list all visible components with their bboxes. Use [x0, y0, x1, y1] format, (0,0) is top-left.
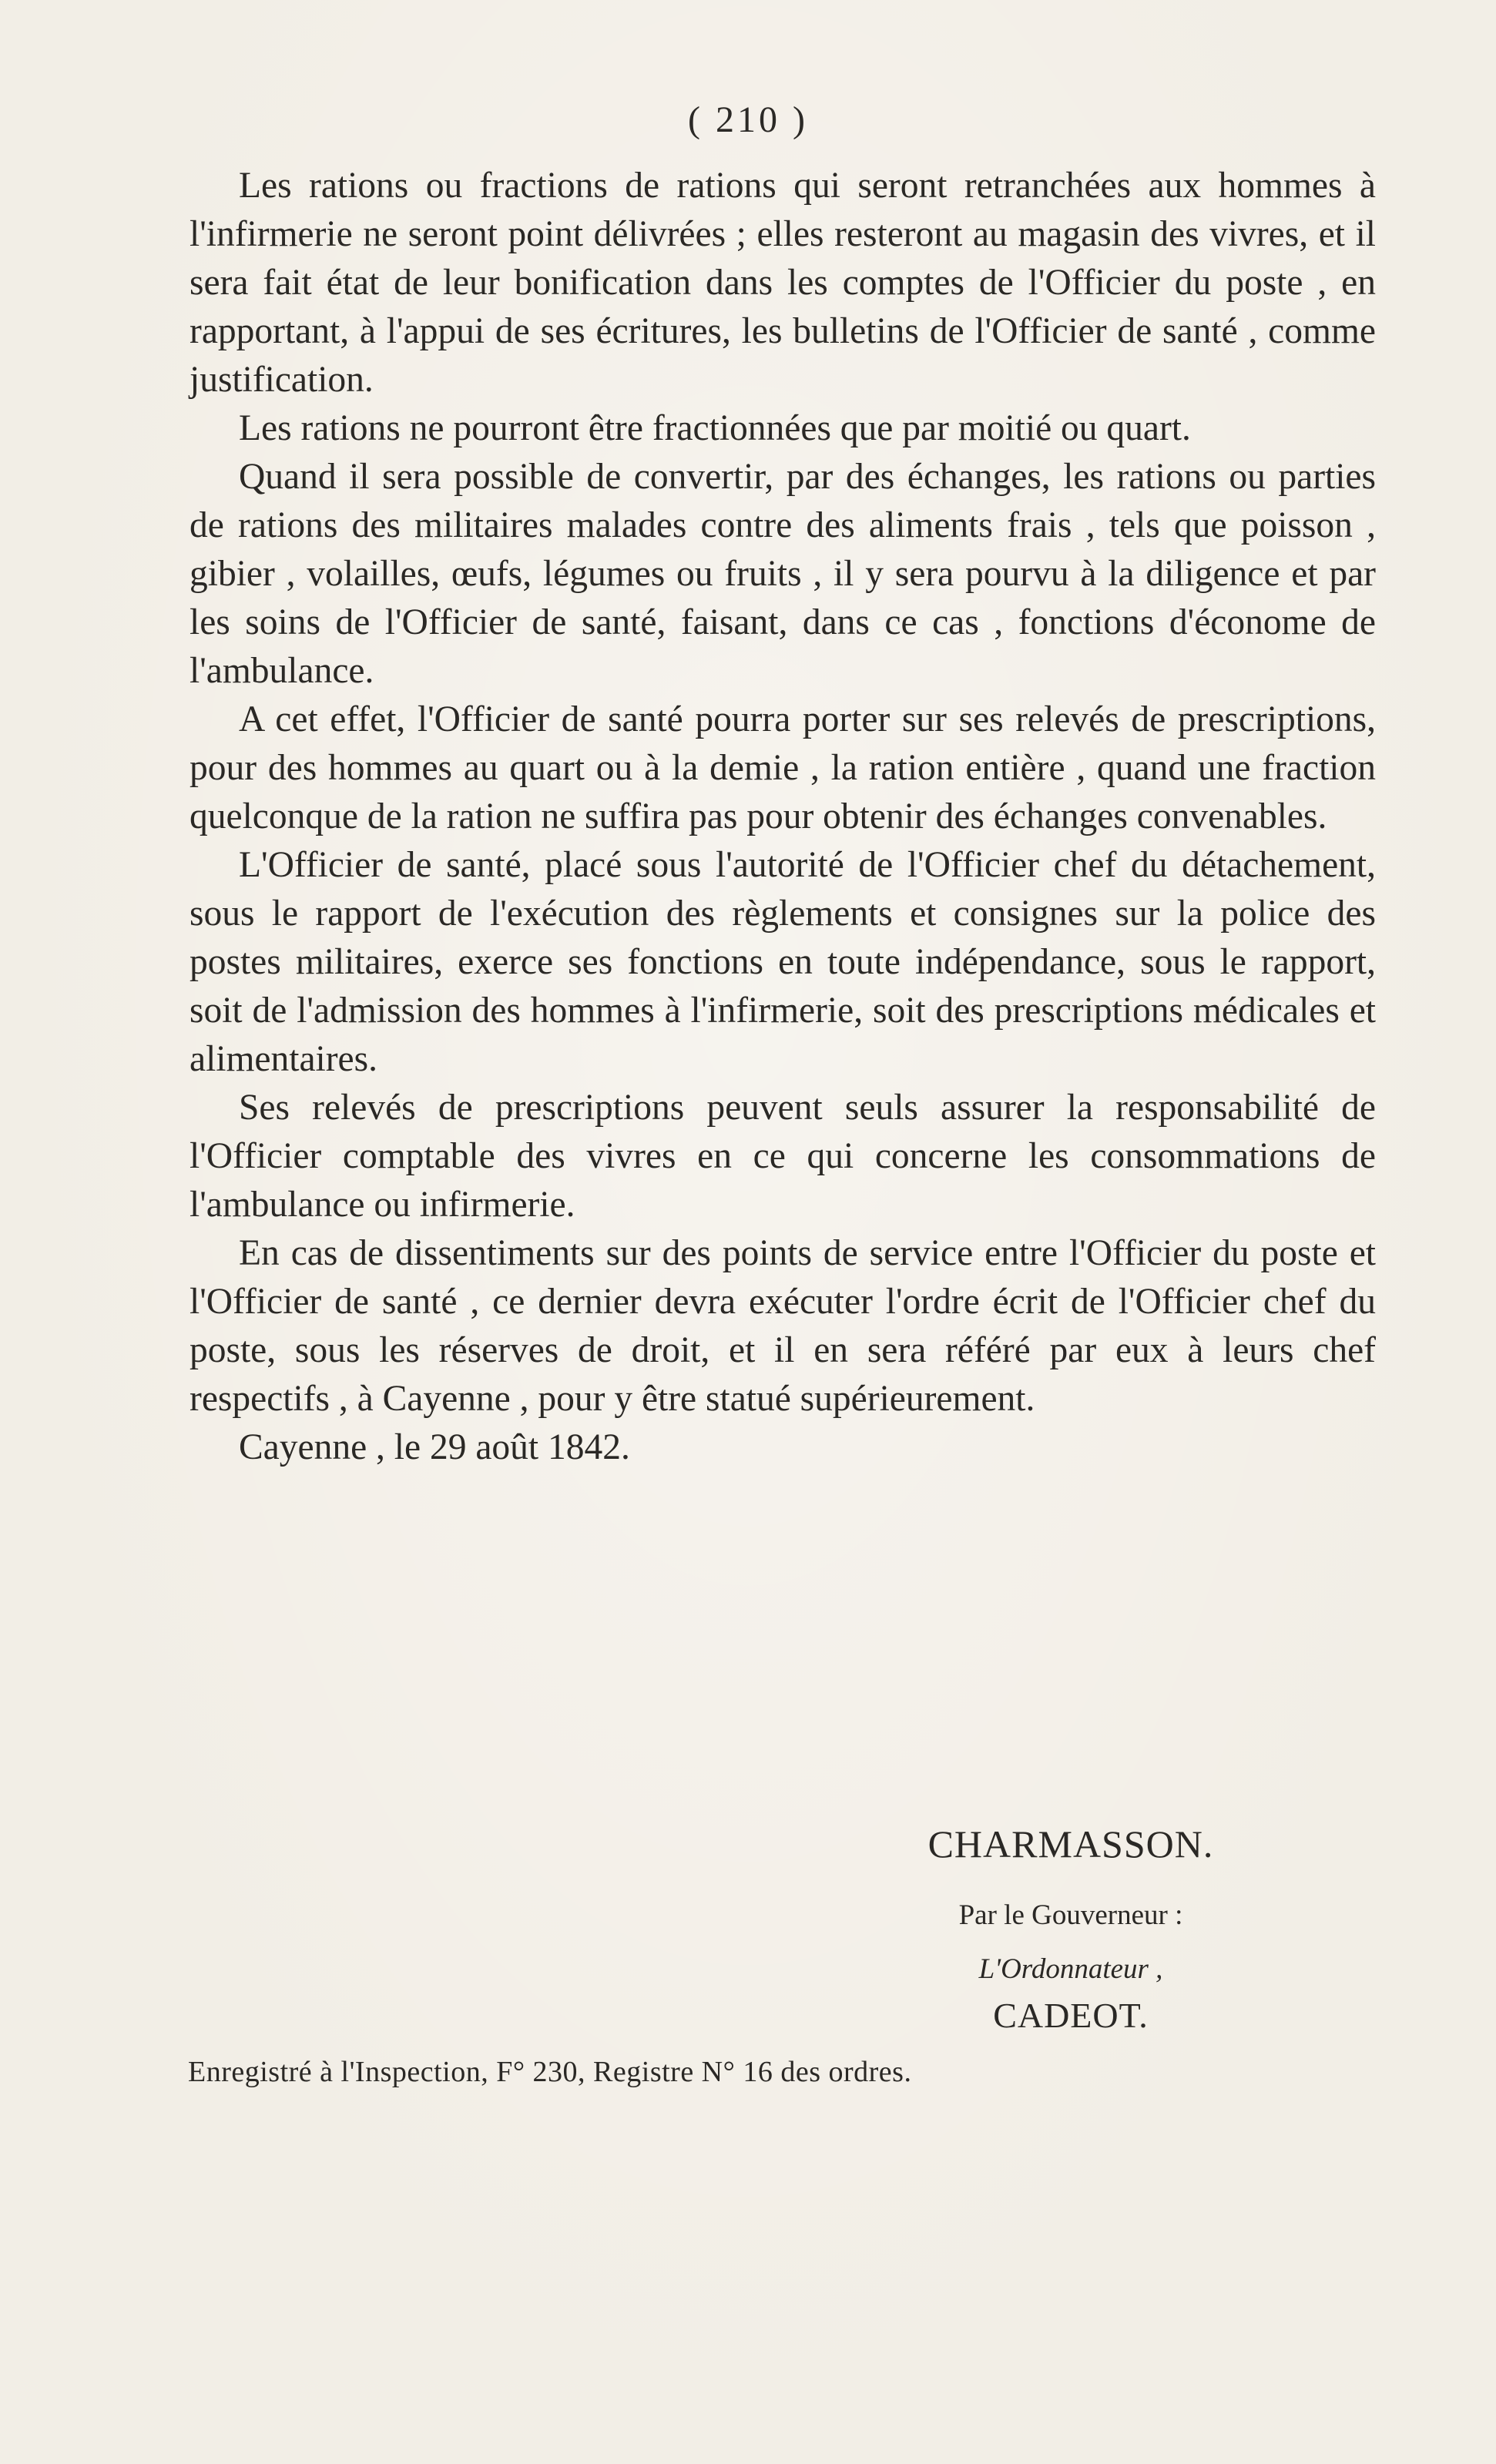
paragraph-7: En cas de dissentiments sur des points de service entre l'Officier du poste et l'Officier de santé , ce dernier devra exécuter l'ordre écrit de l'Officier chef du poste, sous les réserves de droit, et il en sera référé par eux à leurs chef respectifs , à Cayenne , pour y être statué supérieurement. — [190, 1233, 1376, 1419]
paragraph-4: A cet effet, l'Officier de santé pourra porter sur ses relevés de prescriptions, pour des hommes au quart ou à la demie , la ration entière , quand une fraction quelconque de la ration ne suffira pas pour obtenir des échanges convenables. — [190, 699, 1376, 836]
page-number: ( 210 ) — [688, 99, 808, 140]
paragraph-6: Ses relevés de prescriptions peuvent seuls assurer la responsabilité de l'Officier comptable des vivres en ce qui concerne les consommations de l'ambulance ou infirmerie. — [190, 1088, 1376, 1225]
paragraph-5: L'Officier de santé, placé sous l'autorité de l'Officier chef du détachement, sous le rapport de l'exécution des règlements et consignes sur la police des postes militaires, exerce ses fonctions en toute indépendance, sous le rapport, soit de l'admission des hommes à l'infirmerie, soit des prescriptions médicales et alimentaires. — [190, 845, 1376, 1079]
paragraph-2: Les rations ne pourront être fractionnées que par moitié ou quart. — [239, 408, 1191, 448]
body-text — [190, 162, 1376, 1472]
date-line: Cayenne , le 29 août 1842. — [239, 1427, 630, 1467]
registry-note: Enregistré à l'Inspection, F° 230, Registre N° 16 des ordres. — [188, 2056, 912, 2088]
paragraph-1: Les rations ou fractions de rations qui seront retranchées aux hommes à l'infirmerie ne seront point délivrées ; elles resteront au magasin des vivres, et il sera fait état de leur bonification dans les comptes de l'Officier du poste , en rapportant, à l'appui de ses écritures, les bulletins de l'Officier de santé , comme justification. — [190, 166, 1376, 400]
signatory-name: CHARMASSON. — [927, 1822, 1214, 1866]
paragraph-3: Quand il sera possible de convertir, par des échanges, les rations ou parties de rations des militaires malades contre des aliments frais , tels que poisson , gibier , volailles, œufs, légumes ou fruits , il y sera pourvu à la diligence et par les soins de l'Officier de santé, faisant, dans ce cas , fonctions d'économe de l'ambulance. — [190, 457, 1376, 691]
signatory-role: L'Ordonnateur , — [978, 1953, 1163, 1985]
signatory-authority-line: Par le Gouverneur : — [958, 1899, 1183, 1931]
second-signatory-name: CADEOT. — [993, 1996, 1149, 2035]
